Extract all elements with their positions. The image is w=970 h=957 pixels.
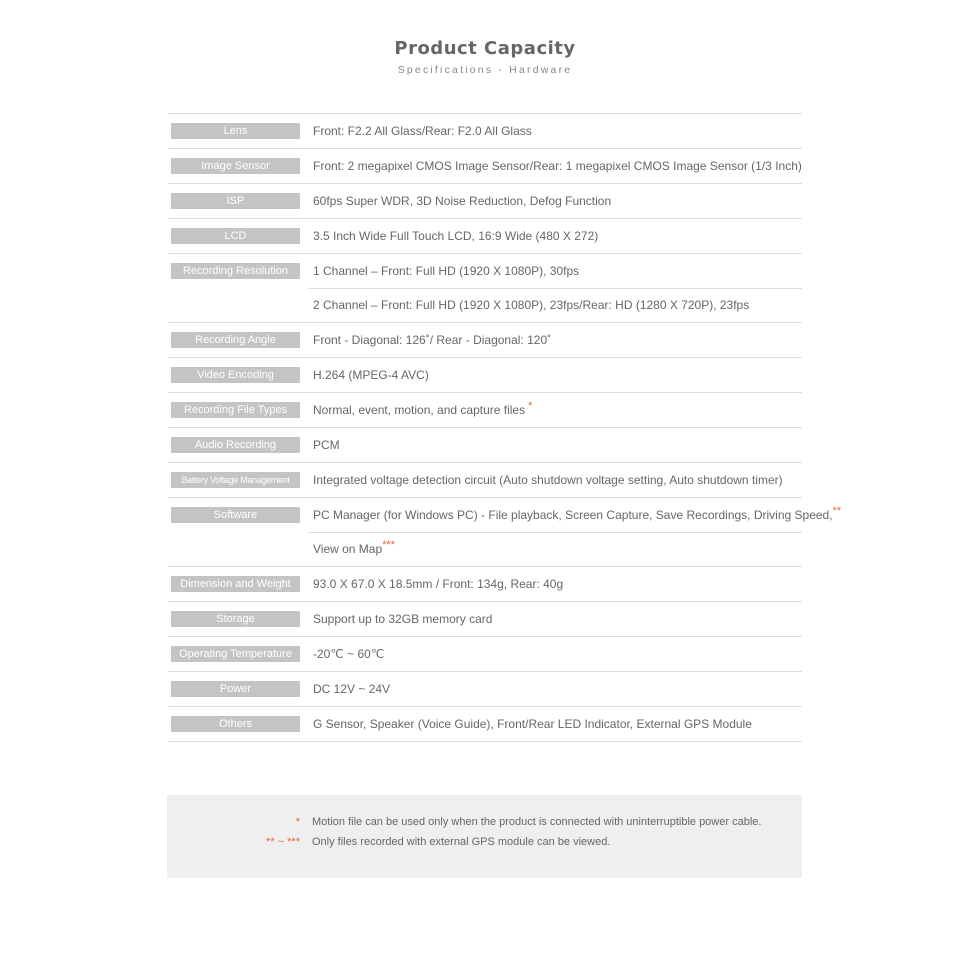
spec-value xyxy=(313,393,532,427)
footnote-text: Motion file can be used only when the product is connected with uninterruptible power cable. xyxy=(312,816,762,828)
spec-value: Support up to 32GB memory card xyxy=(313,612,493,626)
spec-value: Front: 2 megapixel CMOS Image Sensor/Rear: 1 megapixel CMOS Image Sensor (1/3 Inch) xyxy=(313,159,802,173)
spec-label: Power xyxy=(171,681,300,697)
spec-value xyxy=(313,532,395,566)
spec-label: Recording File Types xyxy=(171,402,300,418)
spec-value: -20℃ ~ 60℃ xyxy=(313,647,385,661)
footnotes-box xyxy=(167,795,802,878)
spec-label: Audio Recording xyxy=(171,437,300,453)
spec-value: Integrated voltage detection circuit (Auto shutdown voltage setting, Auto shutdown timer) xyxy=(313,473,783,487)
spec-row-others xyxy=(168,707,802,742)
spec-label: Software xyxy=(171,507,300,523)
spec-row-recording-angle xyxy=(168,323,802,358)
spec-label: Image Sensor xyxy=(171,158,300,174)
spec-label: Video Encoding xyxy=(171,367,300,383)
spec-value: Front - Diagonal: 126˚/ Rear - Diagonal: 120˚ xyxy=(313,333,552,347)
spec-label: Storage xyxy=(171,611,300,627)
spec-value: 1 Channel – Front: Full HD (1920 X 1080P), 30fps xyxy=(313,264,580,278)
spec-row-software xyxy=(168,498,842,532)
spec-value: 2 Channel – Front: Full HD (1920 X 1080P), 23fps/Rear: HD (1280 X 720P), 23fps xyxy=(313,298,750,312)
spec-row-recording-resolution-continued xyxy=(168,288,802,323)
spec-row-image-sensor xyxy=(168,149,802,184)
spec-label: Lens xyxy=(171,123,300,139)
spec-value-text: Normal, event, motion, and capture files xyxy=(313,403,526,417)
spec-label: Operating Temperature xyxy=(171,646,300,662)
spec-value-text: PC Manager (for Windows PC) - File playback, Screen Capture, Save Recordings, Driving Speed, xyxy=(313,508,833,522)
footnote xyxy=(167,834,802,850)
footnote xyxy=(167,814,802,830)
spec-value: G Sensor, Speaker (Voice Guide), Front/Rear LED Indicator, External GPS Module xyxy=(313,717,752,731)
spec-row-recording-resolution xyxy=(168,254,802,288)
spec-value: H.264 (MPEG-4 AVC) xyxy=(313,368,429,382)
spec-row-isp xyxy=(168,184,802,219)
spec-value: 60fps Super WDR, 3D Noise Reduction, Defog Function xyxy=(313,194,612,208)
spec-value: 93.0 X 67.0 X 18.5mm / Front: 134g, Rear: 40g xyxy=(313,577,564,591)
footnote-mark: *** xyxy=(382,539,395,551)
spec-label: Battery Voltage Management xyxy=(171,472,300,488)
spec-row-video-encoding xyxy=(168,358,802,393)
spec-label: LCD xyxy=(171,228,300,244)
spec-row-operating-temperature xyxy=(168,637,802,672)
spec-row-recording-file-types xyxy=(168,393,802,428)
footnote-text: Only files recorded with external GPS module can be viewed. xyxy=(312,836,611,848)
spec-row-lens xyxy=(168,114,802,149)
footnote-mark: * xyxy=(528,400,533,412)
spec-value: 3.5 Inch Wide Full Touch LCD, 16:9 Wide (480 X 272) xyxy=(313,229,599,243)
page-header xyxy=(0,38,970,76)
spec-row-dimension-weight xyxy=(168,567,802,602)
footnote-mark: ** ~ *** xyxy=(266,836,300,848)
spec-label: Recording Angle xyxy=(171,332,300,348)
spec-label: Dimension and Weight xyxy=(171,576,300,592)
spec-label: Others xyxy=(171,716,300,732)
spec-table xyxy=(168,113,842,742)
spec-value-text: View on Map xyxy=(313,542,383,556)
footnote-mark: * xyxy=(295,816,300,828)
page-title: Product Capacity xyxy=(394,38,576,59)
spec-value xyxy=(313,498,841,532)
spec-row-audio-recording xyxy=(168,428,802,463)
page-subtitle: Specifications - Hardware xyxy=(397,64,573,76)
spec-label: Recording Resolution xyxy=(171,263,300,279)
spec-value: DC 12V ~ 24V xyxy=(313,682,391,696)
spec-row-storage xyxy=(168,602,802,637)
spec-row-power xyxy=(168,672,802,707)
spec-label: ISP xyxy=(171,193,300,209)
footnote-mark: ** xyxy=(832,505,842,517)
spec-value: Front: F2.2 All Glass/Rear: F2.0 All Glass xyxy=(313,124,532,138)
spec-row-battery-voltage xyxy=(168,463,802,498)
spec-row-software-continued xyxy=(168,532,802,567)
spec-row-lcd xyxy=(168,219,802,254)
spec-value: PCM xyxy=(313,438,340,452)
